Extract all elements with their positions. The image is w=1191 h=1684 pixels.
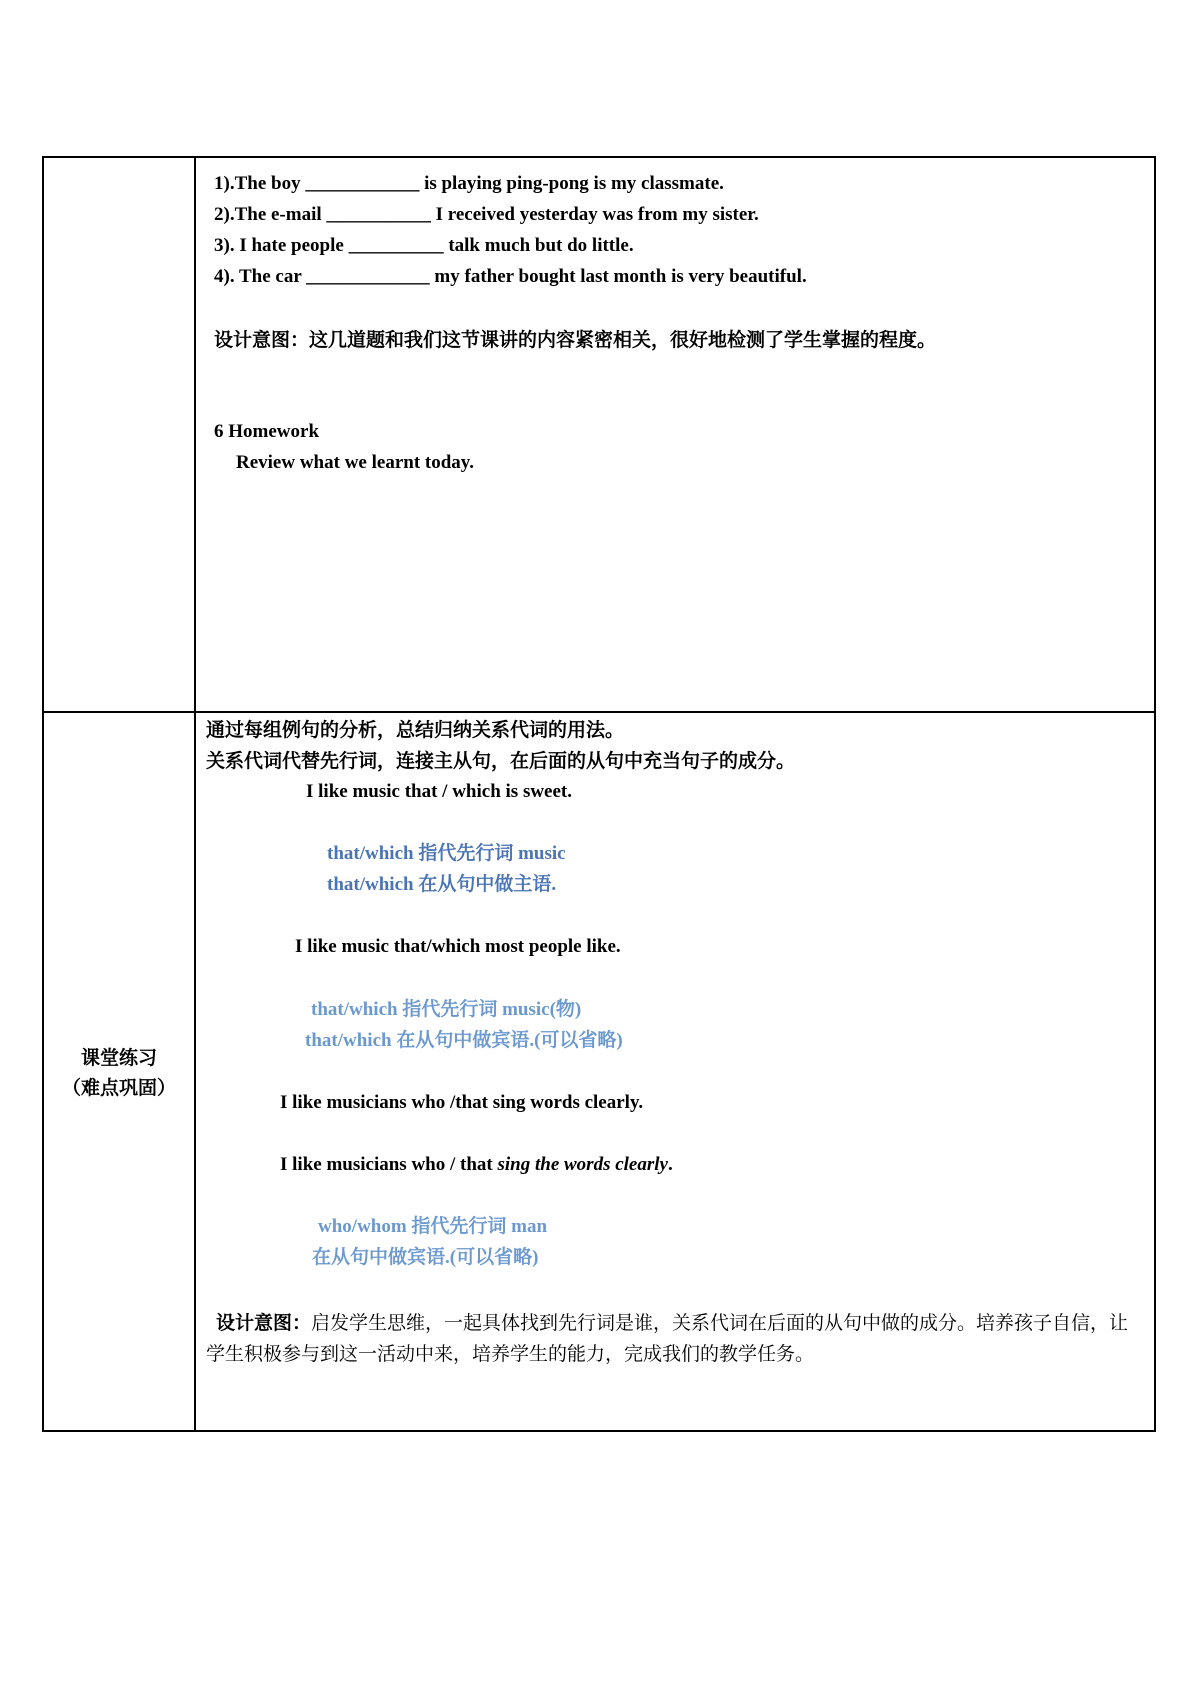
example-1-note-1: that/which 指代先行词 music xyxy=(327,843,566,864)
practice-design-intent xyxy=(206,1308,1146,1370)
example-1-sentence: I like music that / which is sweet. xyxy=(306,781,572,802)
exercise-item-2: 2).The e-mail ___________ I received yesterday was from my sister. xyxy=(214,204,759,225)
example-2-note-2: that/which 在从句中做宾语.(可以省略) xyxy=(305,1030,623,1051)
lesson-table xyxy=(42,156,1156,1432)
example-4-sentence xyxy=(280,1153,673,1177)
exercise-item-4: 4). The car _____________ my father bought last month is very beautiful. xyxy=(214,266,807,287)
example-3-sentence: I like musicians who /that sing words clearly. xyxy=(280,1092,644,1113)
example-4-suffix: . xyxy=(667,1154,673,1175)
example-1-note-2: that/which 在从句中做主语. xyxy=(327,874,557,895)
practice-design-text: 启发学生思维，一起具体找到先行词是谁，关系代词在后面的从句中做的成分。培养孩子自信，让学生积极参与到这一活动中来，培养学生的能力，完成我们的教学任务。 xyxy=(206,1312,1129,1365)
exercise-design-intent: 设计意图：这几道题和我们这节课讲的内容紧密相关，很好地检测了学生掌握的程度。 xyxy=(214,329,937,351)
example-4-prefix: I like musicians who / that xyxy=(280,1154,498,1175)
example-4-note-1: who/whom 指代先行词 man xyxy=(318,1216,548,1237)
homework-title: 6 Homework xyxy=(214,421,320,442)
practice-intro-1: 通过每组例句的分析，总结归纳关系代词的用法。 xyxy=(206,719,625,741)
example-2-note-1: that/which 指代先行词 music(物) xyxy=(311,999,582,1020)
practice-label-line2: （难点巩固） xyxy=(61,1077,176,1099)
row-divider xyxy=(44,711,1154,713)
exercise-item-1: 1).The boy ____________ is playing ping-pong is my classmate. xyxy=(214,173,724,194)
exercise-item-3: 3). I hate people __________ talk much but do little. xyxy=(214,235,634,256)
practice-label-line1: 课堂练习 xyxy=(80,1047,157,1069)
example-4-italic: sing the words clearly xyxy=(497,1154,668,1175)
column-divider xyxy=(194,158,196,1430)
example-2-sentence: I like music that/which most people like. xyxy=(295,936,621,957)
homework-text: Review what we learnt today. xyxy=(236,452,474,473)
example-4-note-2: 在从句中做宾语.(可以省略) xyxy=(312,1247,539,1268)
practice-design-label: 设计意图： xyxy=(216,1312,312,1334)
practice-intro-2: 关系代词代替先行词，连接主从句，在后面的从句中充当句子的成分。 xyxy=(206,750,796,772)
